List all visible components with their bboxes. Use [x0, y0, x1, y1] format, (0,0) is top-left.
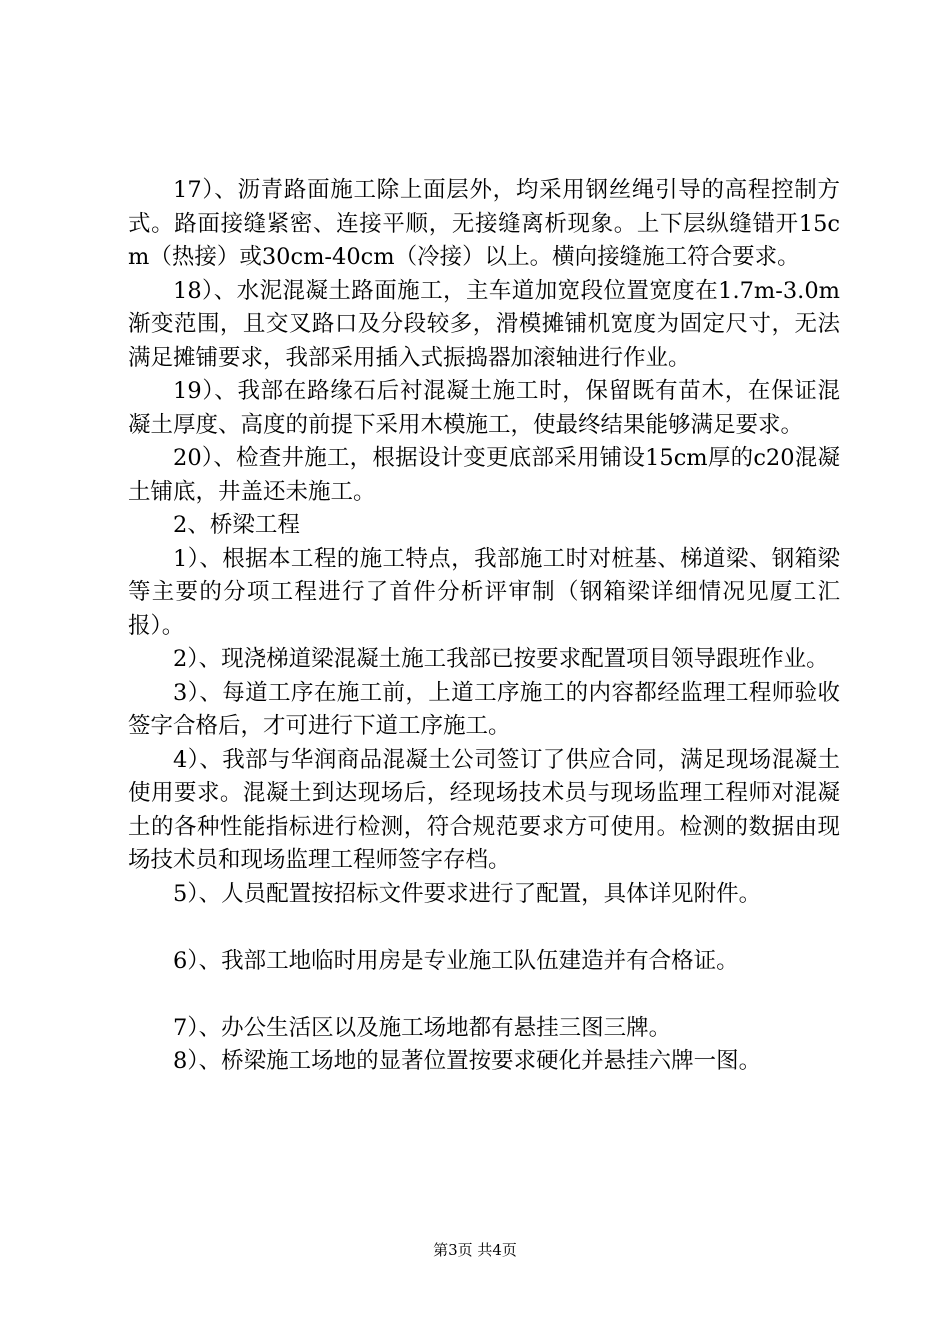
bridge-item-6: 6）、我部工地临时用房是专业施工队伍建造并有合格证。 [173, 947, 739, 974]
page-number: 第3页 共4页 [433, 1241, 517, 1259]
section-heading-bridge: 2、桥梁工程 [173, 512, 300, 538]
paragraph-18: 18）、水泥混凝土路面施工，主车道加宽段位置宽度在1.7m-3.0m渐变范围，且交叉路口及分段较多，滑模摊铺机宽度为固定尺寸，无法满足摊铺要求，我部采用插入式振捣器加滚轴进行作业。 [128, 277, 840, 371]
bridge-item-3: 3）、每道工序在施工前，上道工序施工的内容都经监理工程师验收签字合格后，才可进行下道工序施工。 [128, 679, 840, 739]
paragraph-17: 17）、沥青路面施工除上面层外，均采用钢丝绳引导的高程控制方式。路面接缝紧密、连接平顺，无接缝离析现象。上下层纵缝错开15cm（热接）或30cm-40cm（冷接）以上。横向接缝施工符合要求。 [128, 177, 840, 270]
bridge-item-7: 7）、办公生活区以及施工场地都有悬挂三图三牌。 [173, 1014, 672, 1041]
bridge-item-4: 4）、我部与华润商品混凝土公司签订了供应合同，满足现场混凝土使用要求。混凝土到达现场后，经现场技术员与现场监理工程师对混凝土的各种性能指标进行检测，符合规范要求方可使用。检测的数据由现场技术员和现场监理工程师签字存档。 [128, 746, 840, 873]
bridge-item-2: 2）、现浇梯道梁混凝土施工我部已按要求配置项目领导跟班作业。 [173, 646, 829, 672]
bridge-item-8: 8）、桥梁施工场地的显著位置按要求硬化并悬挂六牌一图。 [173, 1048, 762, 1074]
paragraph-20: 20）、检查井施工，根据设计变更底部采用铺设15cm厚的c20混凝土铺底，井盖还未施工。 [128, 445, 840, 505]
bridge-item-1: 1）、根据本工程的施工特点，我部施工时对桩基、梯道梁、钢箱梁等主要的分项工程进行了首件分析评审制（钢箱梁详细情况见厦工汇报）。 [128, 545, 840, 639]
document-body [128, 174, 840, 1079]
paragraph-19: 19）、我部在路缘石后衬混凝土施工时，保留既有苗木，在保证混凝土厚度、高度的前提下采用木模施工，使最终结果能够满足要求。 [128, 378, 840, 438]
page-footer [0, 1240, 950, 1260]
bridge-item-5: 5）、人员配置按招标文件要求进行了配置，具体详见附件。 [173, 880, 762, 907]
